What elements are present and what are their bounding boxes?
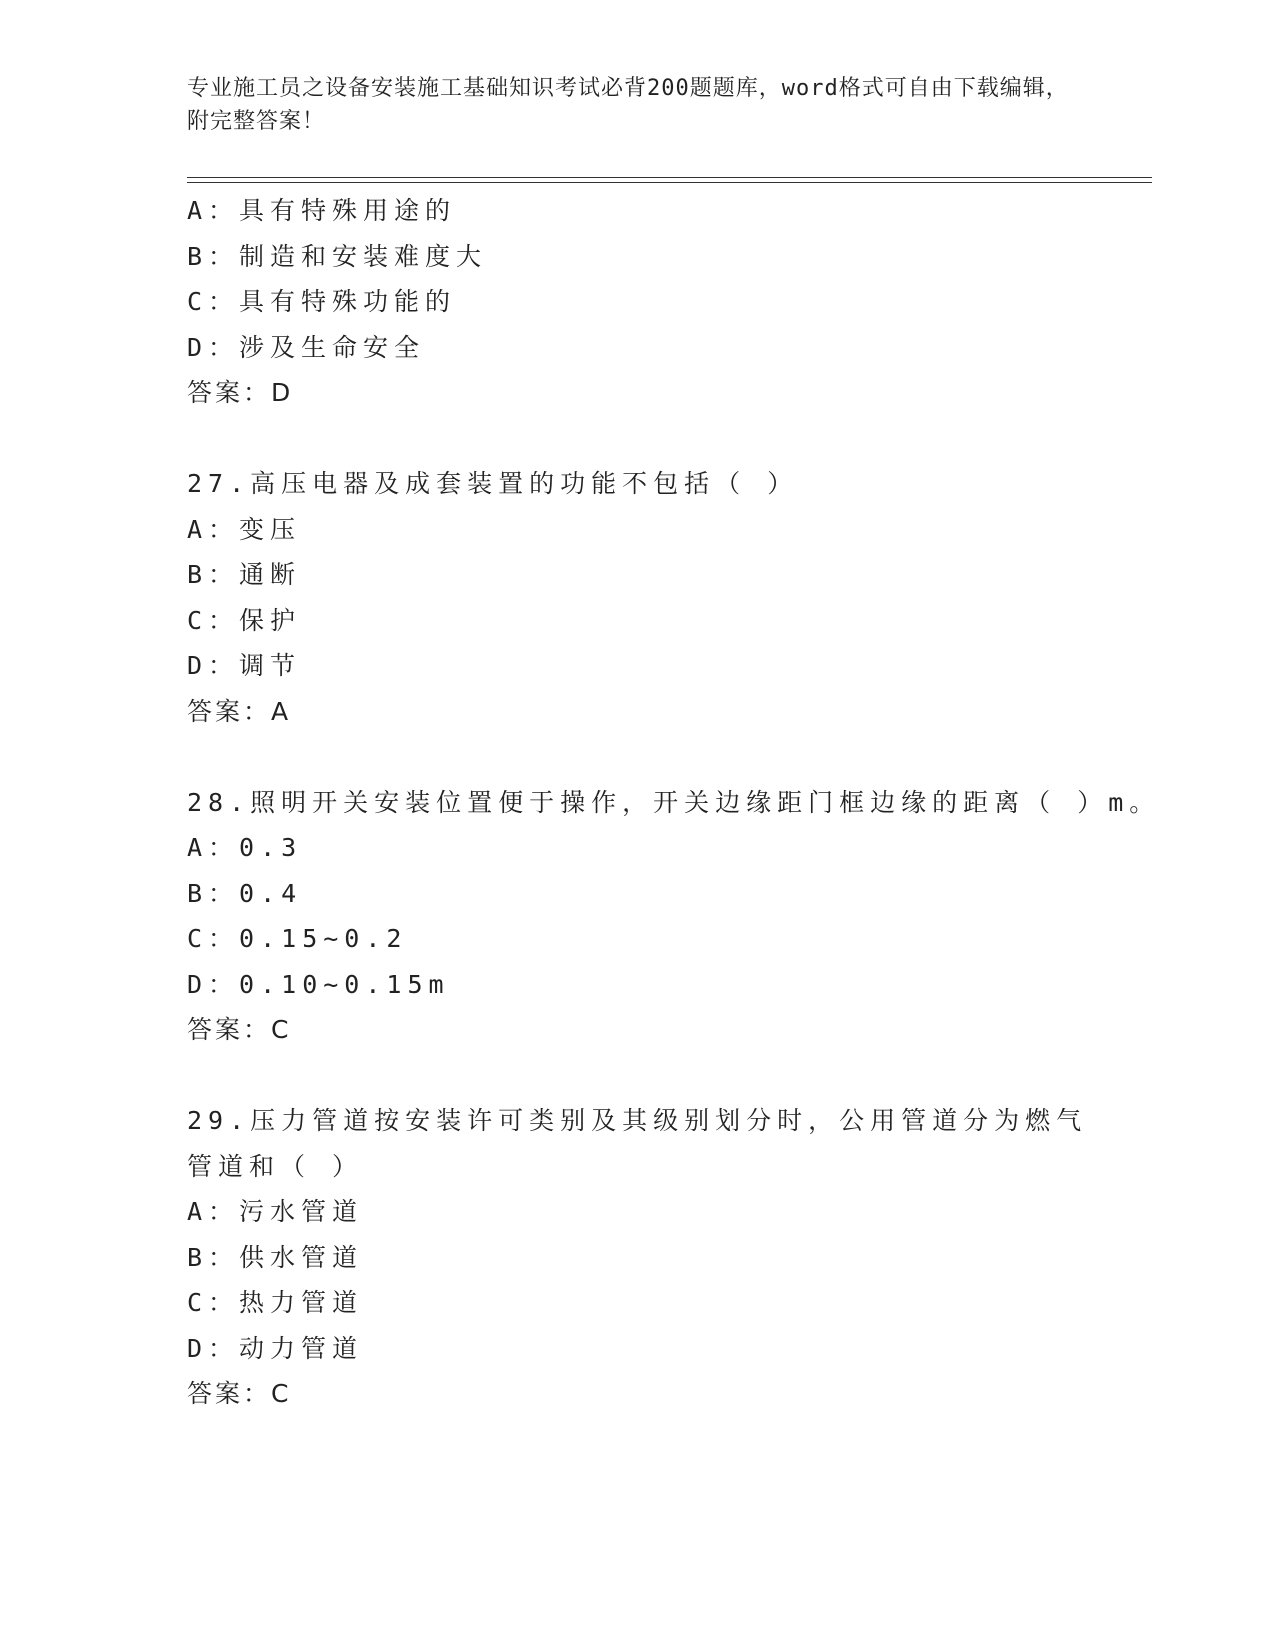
option-d: D：调节: [187, 651, 302, 680]
answer-line: 答案：A: [187, 696, 292, 726]
question-block: [187, 461, 1117, 734]
option-d: D：涉及生命安全: [187, 332, 426, 362]
spacer: [187, 1053, 1117, 1099]
option-c: C：0.15~0.2: [187, 924, 408, 953]
option-b: B：通断: [187, 560, 302, 589]
question-text: 28.照明开关安装位置便于操作，开关边缘距门框边缘的距离（ ）m。: [187, 787, 1161, 817]
option-a: A：0.3: [187, 833, 303, 862]
header-divider-top: [187, 177, 1152, 178]
option-a: A：变压: [187, 514, 302, 544]
spacer: [187, 416, 1117, 462]
question-block: [187, 188, 1117, 416]
option-b: B：0.4: [187, 878, 303, 908]
option-d: D：0.10~0.15m: [187, 969, 450, 999]
spacer: [187, 734, 1117, 780]
question-block: [187, 780, 1161, 1053]
option-c: C：保护: [187, 605, 302, 635]
question-list: [187, 188, 1161, 1417]
header-title: 专业施工员之设备安装施工基础知识考试必背200题题库，word格式可自由下载编辑，附完整答案！: [187, 76, 1069, 134]
option-a: A：具有特殊用途的: [187, 196, 457, 225]
option-b: B：供水管道: [187, 1242, 364, 1272]
document-header: [187, 72, 1087, 138]
answer-line: 答案：C: [187, 1015, 292, 1044]
option-a: A：污水管道: [187, 1197, 364, 1226]
header-divider-bottom: [187, 182, 1152, 183]
question-text: 29.压力管道按安装许可类别及其级别划分时，公用管道分为燃气管道和（ ）: [187, 1106, 1088, 1181]
answer-line: 答案：D: [187, 378, 294, 407]
option-d: D：动力管道: [187, 1333, 364, 1363]
question-block: [187, 1098, 1117, 1417]
answer-line: 答案：C: [187, 1379, 292, 1408]
option-c: C：具有特殊功能的: [187, 287, 457, 316]
option-b: B：制造和安装难度大: [187, 241, 488, 271]
option-c: C：热力管道: [187, 1288, 364, 1317]
question-text: 27.高压电器及成套装置的功能不包括（ ）: [187, 469, 799, 498]
